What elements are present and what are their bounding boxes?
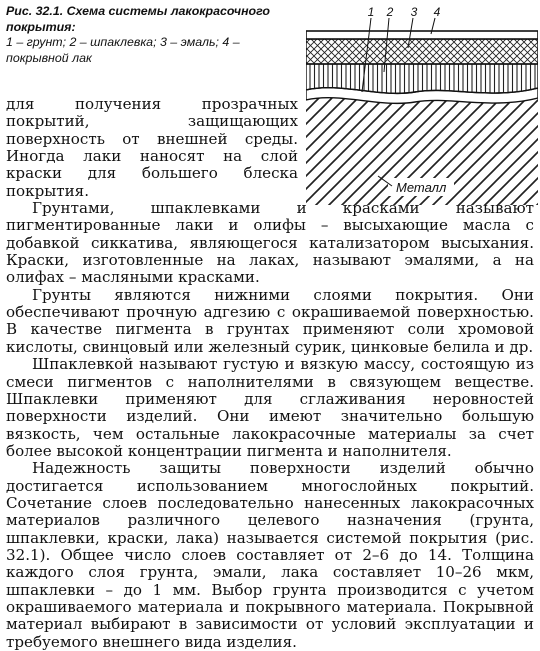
layer-number-2: 2 (386, 5, 394, 19)
paragraph-putty: Шпаклевкой называют густую и вязкую массу, состоящую из смеси пигментов с наполнителями в связующем веществе. Шпаклевки применяют для сглаживания неровностей поверхности изделий. Они имеют значительно большую вязкость, чем остальные лакокрасочные материалы за счет более высокой концентрации пигмента и наполнителя. (6, 355, 534, 460)
figure-title: Рис. 32.1. Схема системы лакокрасочного покрытия: (6, 4, 270, 34)
paragraph-primers: Грунты являются нижними слоями покрытия. Они обеспечивают прочную адгезию с окрашиваемой поверхностью. В качестве пигмента в грунтах применяют соли хромовой кислоты, свинцовый или железный сурик, цинковые белила и др. (6, 285, 534, 356)
body-text (6, 96, 534, 651)
figure-legend: 1 – грунт; 2 – шпаклевка; 3 – эмаль; 4 – покрывной лак (6, 35, 240, 65)
layer-number-3: 3 (410, 5, 418, 19)
lacquer-layer (306, 31, 538, 39)
layer-number-1: 1 (367, 5, 375, 19)
layer-number-4: 4 (433, 5, 441, 19)
enamel-layer (306, 39, 538, 64)
metal-label: Металл (396, 180, 447, 195)
paragraph-continuation: для получения прозрачных покрытий, защищающих поверхность от внешней среды. Иногда лаки наносят на слой краски для большего блеска покрытия. (6, 95, 298, 200)
paragraph-paints: Грунтами, шпаклевками и красками называют пигментированные лаки и олифы – высыхающие масла с добавкой сиккатива, являющегося катализатором высыхания. Краски, изготовленные на лаках, называют эмалями, а на олифах – масляными красками. (6, 199, 534, 287)
figure-caption (6, 4, 302, 66)
paragraph-coating-system: Надежность защиты поверхности изделий обычно достигается использованием многослойных покрытий. Сочетание слоев последовательно нанесенных лакокрасочных материалов различного целевого назначения (грунта, шпаклевки, краски, лака) называется системой покрытия (рис. 32.1). Общее число слоев составляет от 2–6 до 14. Толщина каждого слоя грунта, эмали, лака составляет 10–26 мкм, шпаклевки – до 1 мм. Выбор грунта производится с учетом окрашиваемого материала и покрывного материала. Покрывной материал выбирают в зависимости от условий эксплуатации и требуемого внешнего вида изделия. (6, 459, 534, 651)
